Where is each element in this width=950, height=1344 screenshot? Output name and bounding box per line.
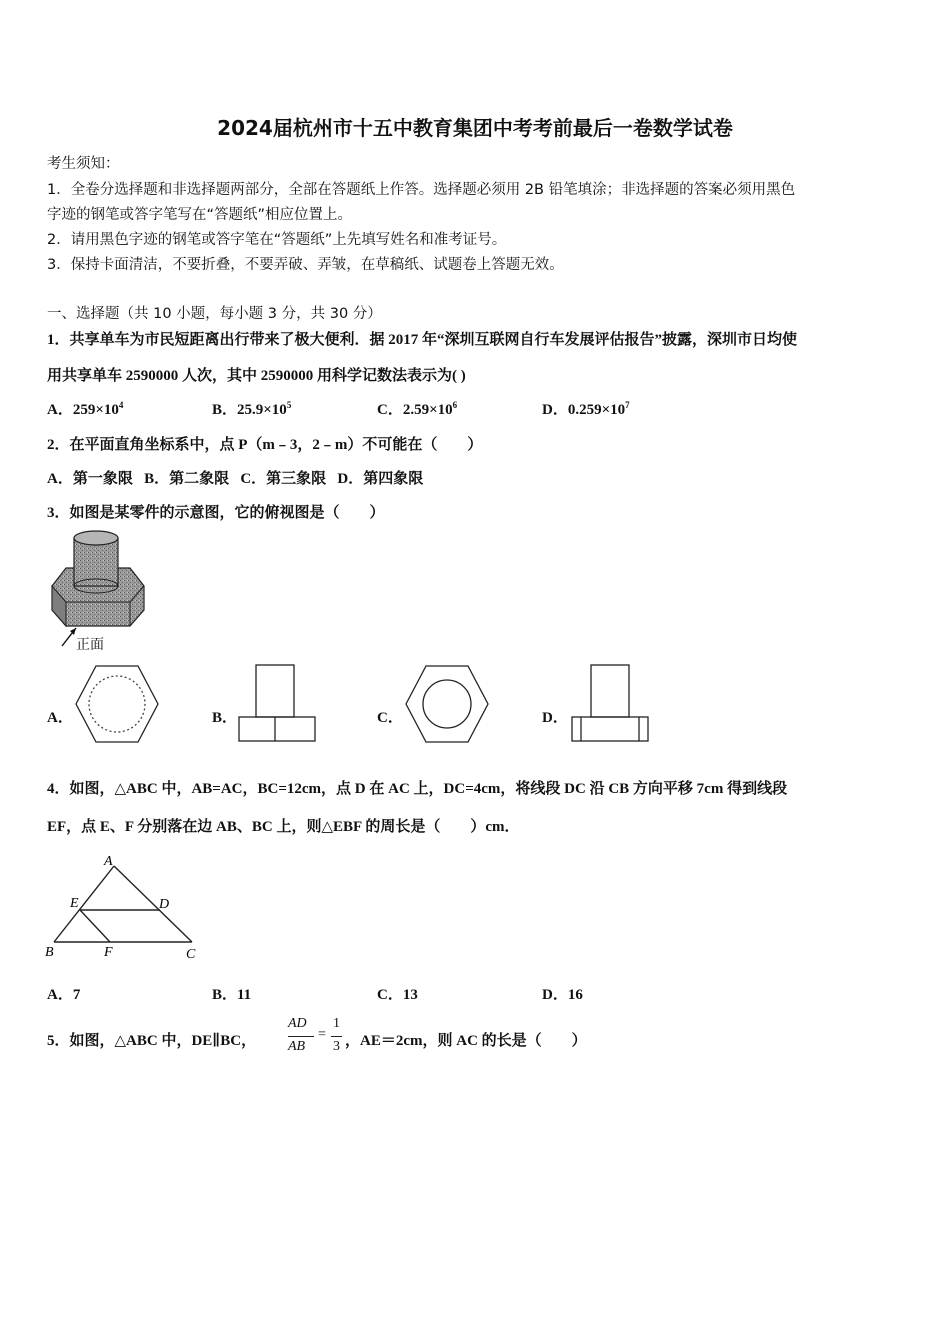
q4-option-a: A．7 — [47, 987, 81, 1003]
label-d: D — [159, 897, 170, 912]
q5-text-post: ，AE＝2cm，则 AC 的长是（ ） — [345, 1033, 587, 1049]
q1-line-1: 1．共享单车为市民短距离出行带来了极大便利．据 2017 年“深圳互联网自行车发展评估报告”披露，深圳市日均使 — [47, 332, 798, 348]
q4-option-b: B．11 — [212, 987, 252, 1003]
q1-option-b: B．$25.9\times 10^5$ — [212, 400, 292, 418]
section-heading: 一、选择题（共 10 小题，每小题 3 分，共 30 分） — [47, 306, 382, 322]
q3-option-b-figure — [237, 664, 317, 744]
front-label: 正面 — [76, 637, 104, 653]
q3-option-b-label: B． — [212, 710, 238, 726]
page-title: 2024届杭州市十五中教育集团中考考前最后一卷数学试卷 — [217, 116, 733, 140]
q1-line-2: 用共享单车 2590000 人次，其中 2590000 用科学记数法表示为( ) — [47, 368, 466, 384]
notice-line-1a: 1．全卷分选择题和非选择题两部分，全部在答题纸上作答。选择题必须用 2B 铅笔填涂；非选择题的答案必须用黑色 — [47, 182, 796, 198]
notice-line-2: 2．请用黑色字迹的钢笔或答字笔在“答题纸”上先填写姓名和准考证号。 — [47, 232, 507, 248]
q5-fraction-1-den: AB — [288, 1039, 306, 1054]
label-f: F — [104, 945, 113, 960]
q5-text-pre: 5．如图，△ABC 中，DE∥BC， — [47, 1033, 257, 1049]
q4-option-c: C．13 — [377, 987, 418, 1003]
q3-text: 3．如图是某零件的示意图，它的俯视图是（ ） — [47, 505, 385, 521]
q3-option-c-label: C． — [377, 710, 403, 726]
q5-fraction-1-num: AD — [288, 1016, 307, 1031]
q2-text: 2．在平面直角坐标系中，点 P（m﹣3，2﹣m）不可能在（ ） — [47, 437, 483, 453]
q3-option-d-figure — [570, 664, 650, 744]
q3-option-a-label: A． — [47, 710, 73, 726]
q1-option-d: D．$0.259\times 10^7$ — [542, 400, 630, 418]
q4-option-d: D．16 — [542, 987, 583, 1003]
q5-fraction-1-bar — [288, 1036, 314, 1037]
notice-heading: 考生须知： — [47, 156, 120, 172]
notice-line-1b: 字迹的钢笔或答字笔写在“答题纸”相应位置上。 — [47, 207, 353, 223]
notice-line-3: 3．保持卡面清洁，不要折叠，不要弄破、弄皱，在草稿纸、试题卷上答题无效。 — [47, 257, 564, 273]
q5-fraction-2-den: 3 — [333, 1039, 340, 1054]
q3-option-c-figure — [404, 664, 490, 744]
q1-option-c: C．$2.59\times 10^6$ — [377, 400, 458, 418]
label-a: A — [104, 854, 113, 869]
q3-option-a-figure — [74, 664, 160, 744]
q4-line-1: 4．如图，△ABC 中，AB=AC，BC=12cm，点 D 在 AC 上，DC=4cm，将线段 DC 沿 CB 方向平移 7cm 得到线段 — [47, 781, 788, 797]
q1-option-a: A．$259\times 10^4$ — [47, 400, 124, 418]
q4-line-2: EF，点 E、F 分别落在边 AB、BC 上，则△EBF 的周长是（ ）cm． — [47, 819, 520, 835]
q5-fraction-2-num: 1 — [333, 1016, 340, 1031]
q4-triangle-figure — [42, 852, 202, 964]
q3-option-d-label: D． — [542, 710, 568, 726]
label-e: E — [70, 896, 79, 911]
q2-options: A．第一象限 B．第二象限 C．第三象限 D．第四象限 — [47, 471, 424, 487]
label-c: C — [186, 947, 196, 962]
label-b: B — [45, 945, 54, 960]
q5-fraction-2-bar — [331, 1036, 342, 1037]
q5-equals: = — [318, 1027, 326, 1042]
